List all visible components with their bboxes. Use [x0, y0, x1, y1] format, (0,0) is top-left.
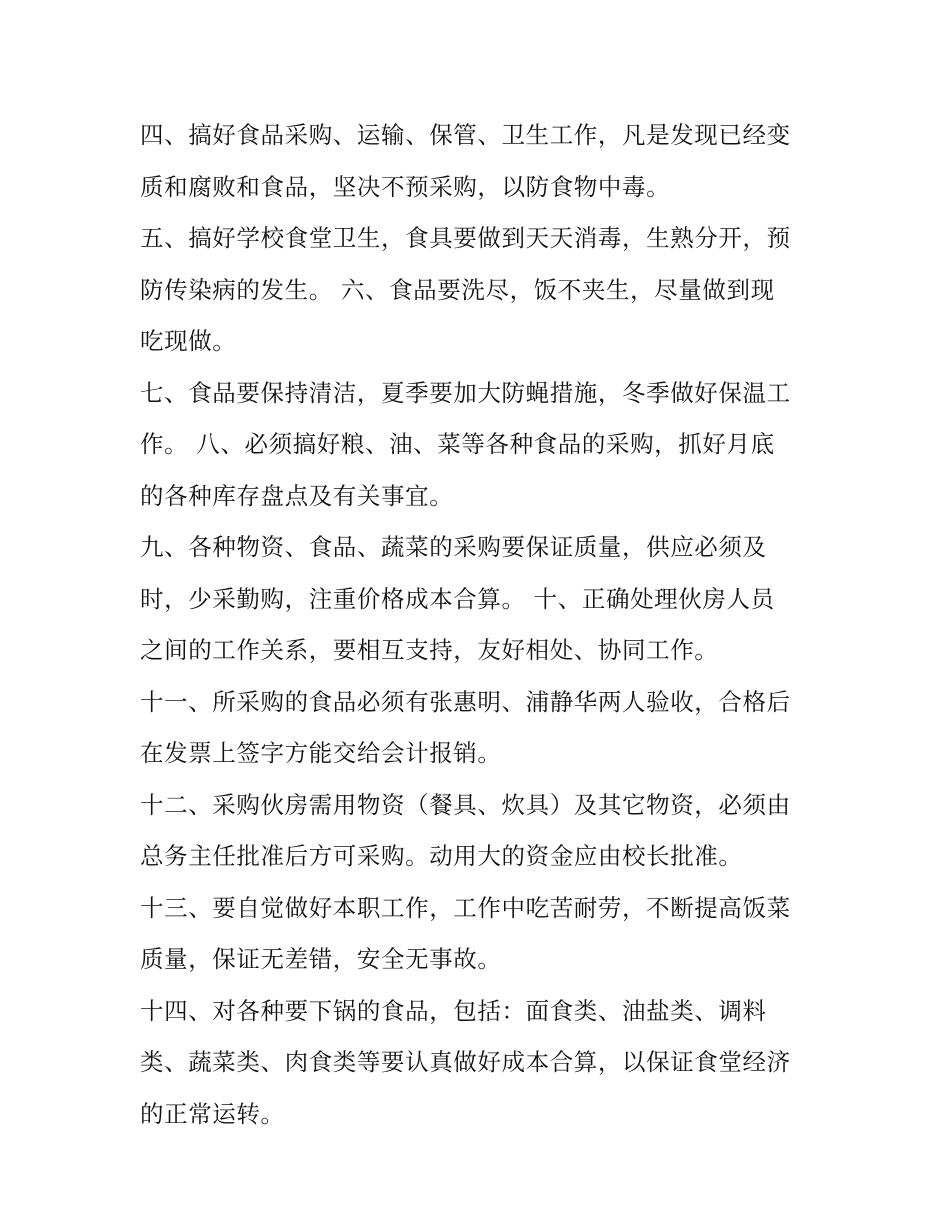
text-line: 四、搞好食品采购、运输、保管、卫生工作，凡是发现已经变 [140, 121, 791, 149]
text-line: 防传染病的发生。 六、食品要洗尽，饭不夹生，尽量做到现 [140, 275, 775, 304]
text-line: 之间的工作关系，要相互支持，友好相处、协同工作。 [140, 636, 719, 664]
text-line: 时，少采勤购，注重价格成本合算。 十、正确处理伙房人员 [140, 584, 775, 613]
text-line: 吃现做。 [140, 327, 237, 355]
text-line: 十一、所采购的食品必须有张惠明、浦静华两人验收，合格后 [140, 687, 791, 716]
text-line: 十四、对各种要下锅的食品，包括：面食类、油盐类、调料 [140, 996, 767, 1025]
text-line: 总务主任批准后方可采购。动用大的资金应由校长批准。 [140, 842, 743, 870]
text-line: 五、搞好学校食堂卫生，食具要做到天天消毒，生熟分开，预 [140, 224, 791, 252]
text-line: 的正常运转。 [140, 1099, 285, 1128]
text-line: 作。 八、必须搞好粮、油、菜等各种食品的采购，抓好月底 [140, 430, 775, 458]
text-line: 质和腐败和食品，坚决不预采购，以防食物中毒。 [140, 172, 671, 201]
text-line: 十二、采购伙房需用物资（餐具、炊具）及其它物资，必须由 [140, 790, 791, 819]
document-body [140, 110, 820, 1140]
text-line: 的各种库存盘点及有关事宜。 [140, 481, 454, 510]
text-line: 十三、要自觉做好本职工作，工作中吃苦耐劳，不断提高饭菜 [140, 893, 791, 922]
text-line: 九、各种物资、食品、蔬菜的采购要保证质量，供应必须及 [140, 533, 767, 561]
text-line: 七、食品要保持清洁，夏季要加大防蝇措施，冬季做好保温工 [140, 378, 791, 407]
text-line: 质量，保证无差错，安全无事故。 [140, 945, 502, 973]
text-line: 在发票上签字方能交给会计报销。 [140, 739, 502, 767]
text-line: 类、蔬菜类、肉食类等要认真做好成本合算，以保证食堂经济 [140, 1048, 791, 1076]
